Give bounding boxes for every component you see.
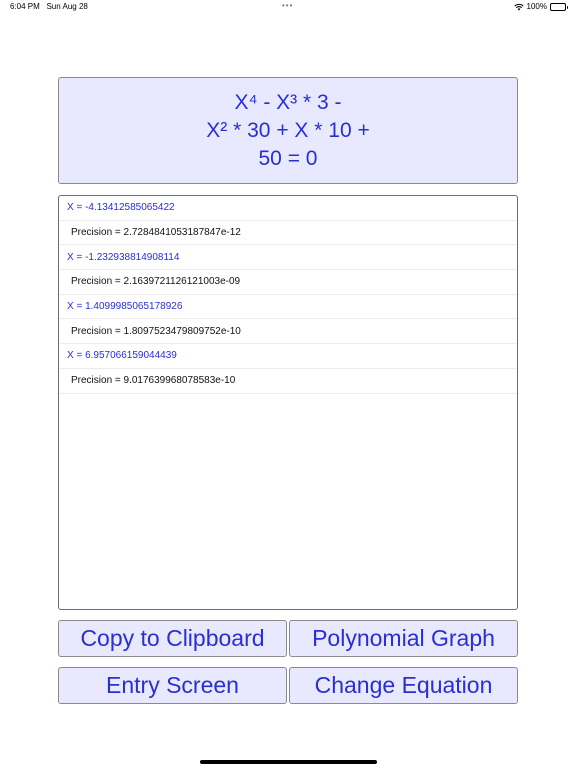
copy-to-clipboard-button[interactable]: Copy to Clipboard: [58, 620, 287, 657]
root-value[interactable]: X = -1.232938814908114: [59, 245, 517, 270]
root-value[interactable]: X = 1.4099985065178926: [59, 295, 517, 320]
results-list[interactable]: [58, 195, 518, 610]
root-value[interactable]: X = 6.957066159044439: [59, 344, 517, 369]
status-date: Sun Aug 28: [46, 2, 88, 11]
equation-line-3: 50 = 0: [258, 146, 318, 170]
entry-screen-button[interactable]: Entry Screen: [58, 667, 287, 704]
home-indicator[interactable]: [200, 760, 377, 764]
status-time: 6:04 PM: [10, 2, 40, 11]
equation-display: [58, 77, 518, 184]
polynomial-graph-button[interactable]: Polynomial Graph: [289, 620, 518, 657]
status-bar: [0, 0, 576, 14]
status-right: [514, 2, 566, 11]
equation-line-1: X⁴ - X³ * 3 -: [234, 90, 342, 114]
multitasking-dots-icon[interactable]: •••: [282, 1, 294, 10]
change-equation-button[interactable]: Change Equation: [289, 667, 518, 704]
precision-value[interactable]: Precision = 1.8097523479809752e-10: [59, 319, 517, 344]
precision-value[interactable]: Precision = 9.017639968078583e-10: [59, 369, 517, 394]
battery-icon: [550, 3, 566, 11]
battery-percent: 100%: [526, 2, 547, 11]
precision-value[interactable]: Precision = 2.1639721126121003e-09: [59, 270, 517, 295]
precision-value[interactable]: Precision = 2.7284841053187847e-12: [59, 221, 517, 246]
root-value[interactable]: X = -4.13412585065422: [59, 196, 517, 221]
equation-line-2: X² * 30 + X * 10 +: [206, 118, 370, 142]
wifi-icon: [514, 3, 524, 11]
status-time-date: [10, 2, 88, 11]
